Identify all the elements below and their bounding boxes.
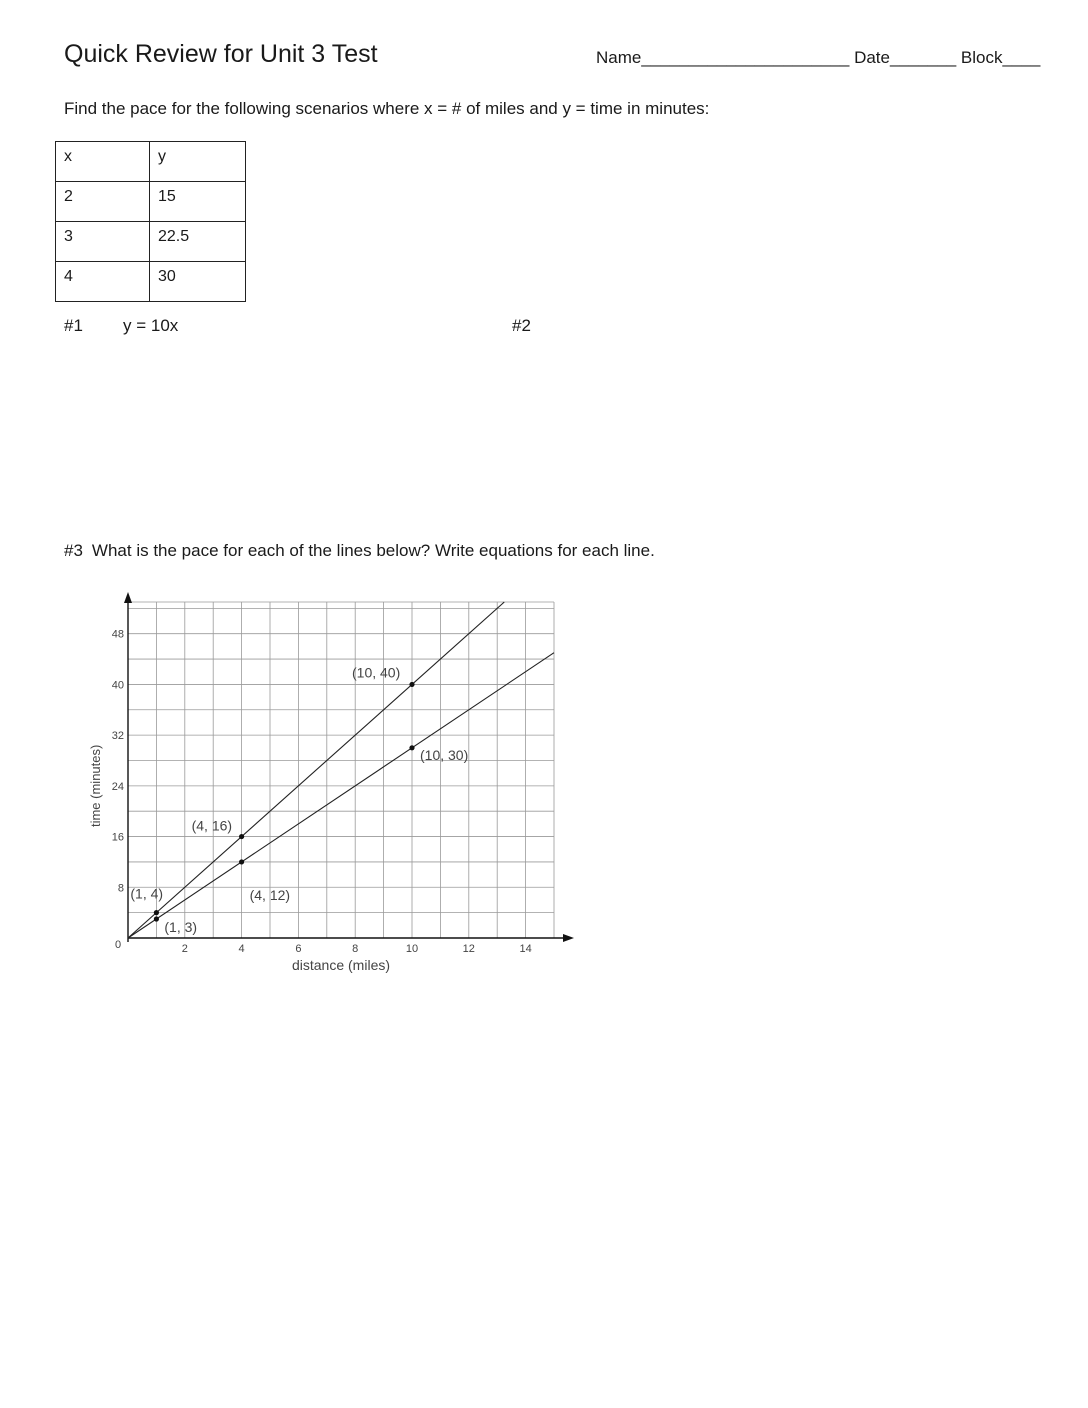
table-row [56,222,246,262]
point-label: (10, 40) [352,664,401,681]
data-point [239,834,244,839]
data-point [409,745,414,750]
point-label: (10, 30) [420,746,469,763]
origin-label: 0 [114,939,122,951]
y-tick-label: 48 [111,628,124,641]
x-tick-label: 6 [295,943,302,955]
x-tick-label: 10 [405,943,419,955]
y-axis-label: time (minutes) [88,744,103,828]
x-tick-label: 12 [462,943,475,955]
table-header-x: x [56,142,150,182]
x-axis-label: distance (miles) [291,957,391,973]
question-2-label: #2 [512,316,531,335]
point-label: (1, 4) [130,885,164,902]
data-point [154,910,159,915]
table-cell: 3 [56,222,150,262]
x-axis-arrow-icon [563,934,574,942]
instructions: Find the pace for the following scenarios where x = # of miles and y = time in minutes: [64,99,710,118]
table-cell: 4 [56,262,150,302]
name-date-block-fields: Name______________________ Date_______ Block____ [596,48,1041,67]
point-label: (4, 12) [249,886,291,903]
question-3 [64,541,655,561]
page-title: Quick Review for Unit 3 Test [64,40,378,68]
x-tick-label: 14 [519,943,532,955]
point-label: (4, 16) [191,817,233,834]
question-1-answer: y = 10x [123,316,179,335]
distance-time-graph [80,592,580,982]
table-cell: 2 [56,182,150,222]
x-tick-label: 8 [352,943,359,955]
data-point [154,916,159,921]
table-row [56,182,246,222]
x-tick-label: 4 [238,943,245,955]
table-cell: 30 [150,262,246,302]
table-cell: 22.5 [150,222,246,262]
table-cell: 15 [150,182,246,222]
y-tick-label: 32 [111,730,124,743]
series-line [128,653,554,938]
table-row [56,262,246,302]
y-axis-arrow-icon [124,592,132,603]
table-header-row [56,142,246,182]
y-tick-label: 16 [111,831,124,844]
point-label: (1, 3) [164,918,198,935]
table-header-y: y [150,142,246,182]
y-tick-label: 8 [117,882,124,895]
x-tick-label: 2 [181,943,188,955]
xy-table [55,141,246,302]
question-3-label: #3 [64,541,83,560]
y-tick-label: 24 [111,780,124,793]
data-point [239,859,244,864]
question-3-text: What is the pace for each of the lines below? Write equations for each line. [91,541,655,560]
question-1-label: #1 [64,316,83,335]
data-point [409,682,414,687]
y-tick-label: 40 [111,679,124,692]
